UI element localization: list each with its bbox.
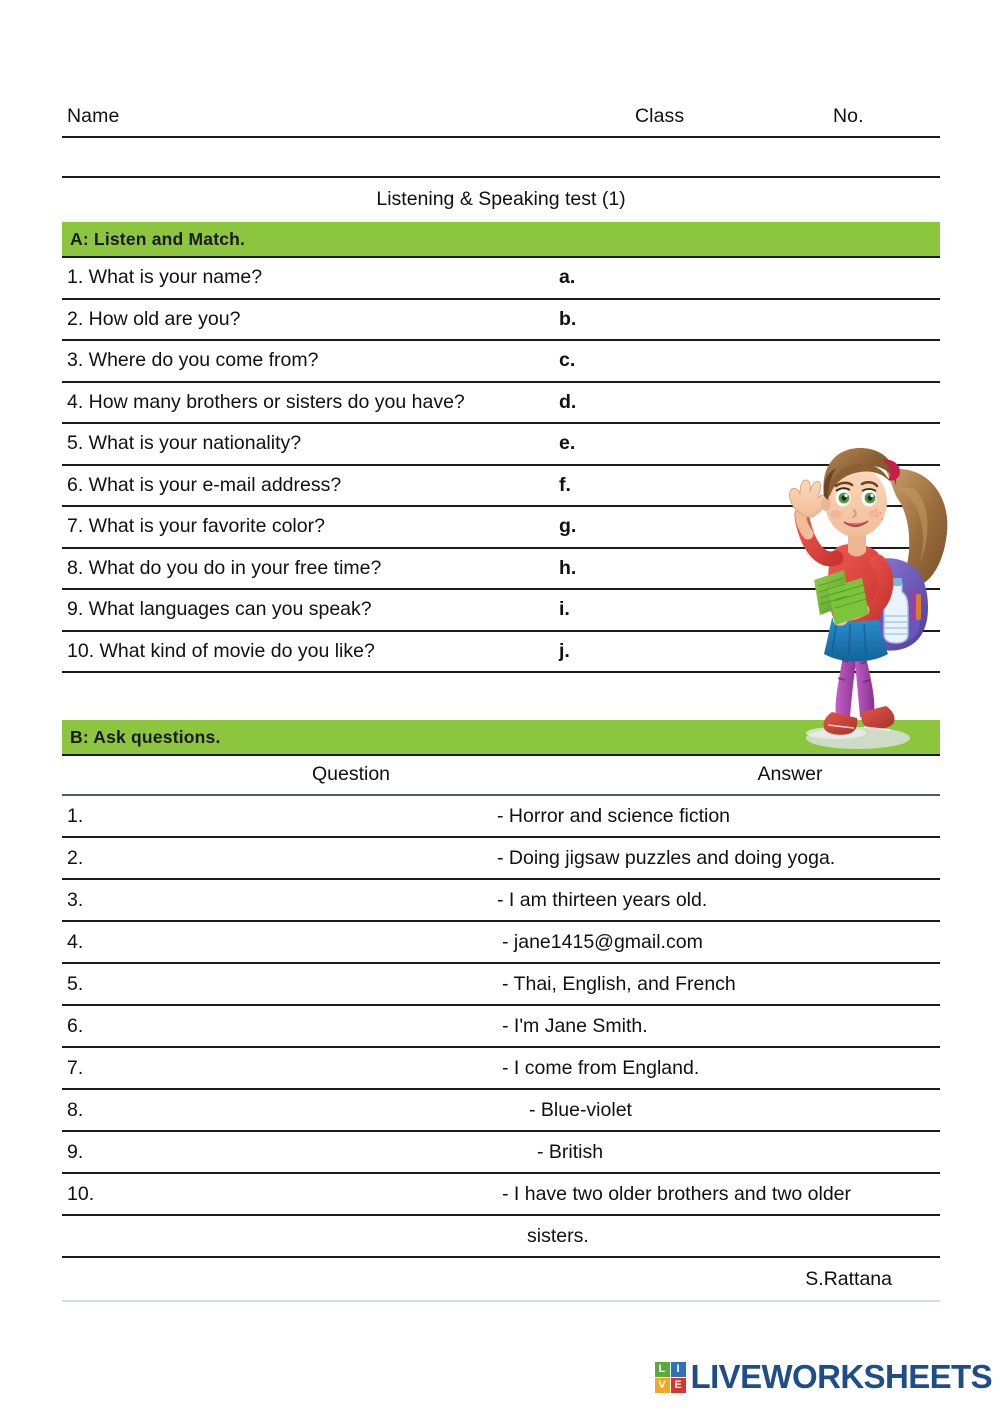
qa-answer: - Doing jigsaw puzzles and doing yoga. (497, 846, 836, 869)
qa-number: 4. (67, 930, 84, 953)
section-b (62, 720, 940, 1302)
worksheet-title-block (62, 180, 940, 218)
qa-number: 10. (67, 1182, 95, 1205)
column-header-question: Question (311, 763, 391, 785)
match-row[interactable] (62, 549, 940, 591)
qa-answer: - Horror and science fiction (497, 804, 731, 827)
qa-number: 5. (67, 972, 84, 995)
qa-number: 7. (67, 1056, 84, 1079)
column-header-answer: Answer (757, 763, 823, 785)
qa-number: 1. (67, 804, 84, 827)
match-row[interactable] (62, 590, 940, 632)
match-letter: d. (559, 390, 577, 413)
match-question: 2. How old are you? (67, 307, 241, 330)
match-row[interactable] (62, 383, 940, 425)
match-letter: a. (559, 266, 576, 289)
qa-answer: - I come from England. (502, 1056, 700, 1079)
match-letter: i. (559, 598, 570, 621)
qa-answer: - British (537, 1140, 604, 1163)
section-a (62, 222, 940, 713)
match-row[interactable] (62, 632, 940, 674)
match-question: 3. Where do you come from? (67, 349, 319, 372)
signature: S.Rattana (805, 1267, 892, 1290)
qa-number: 2. (67, 846, 84, 869)
qa-row[interactable] (62, 1090, 940, 1132)
logo-square-l: L (655, 1362, 670, 1377)
match-question: 8. What do you do in your free time? (67, 556, 382, 579)
match-question: 10. What kind of movie do you like? (67, 639, 375, 662)
qa-row[interactable] (62, 1048, 940, 1090)
match-question: 9. What languages can you speak? (67, 598, 372, 621)
qa-number: 8. (67, 1098, 84, 1121)
section-a-heading-bar (62, 222, 940, 258)
qa-row[interactable] (62, 922, 940, 964)
qa-answer-continuation: sisters. (527, 1224, 589, 1247)
logo-square-e: E (671, 1378, 686, 1393)
match-question: 4. How many brothers or sisters do you have? (67, 390, 465, 413)
signature-row (62, 1258, 940, 1302)
match-letter: f. (559, 473, 571, 496)
logo-square-i: I (671, 1362, 686, 1377)
match-question: 1. What is your name? (67, 266, 263, 289)
liveworksheets-logo[interactable] (655, 1358, 992, 1396)
qa-row[interactable] (62, 1132, 940, 1174)
qa-answer: - jane1415@gmail.com (502, 930, 703, 953)
name-label: Name (67, 104, 120, 127)
page-title: Listening & Speaking test (1) (376, 187, 626, 210)
qa-row[interactable] (62, 880, 940, 922)
number-label: No. (833, 104, 864, 127)
qa-answer: - I am thirteen years old. (497, 888, 708, 911)
match-row[interactable] (62, 424, 940, 466)
section-a-spacer (62, 673, 940, 713)
qa-row[interactable] (62, 796, 940, 838)
qa-number: 6. (67, 1014, 84, 1037)
student-info-table (62, 96, 940, 178)
logo-square-v: V (655, 1378, 670, 1393)
section-b-heading-bar (62, 720, 940, 756)
match-question: 7. What is your favorite color? (67, 515, 325, 538)
qa-row[interactable] (62, 1006, 940, 1048)
match-question: 6. What is your e-mail address? (67, 473, 342, 496)
section-b-heading: B: Ask questions. (70, 726, 221, 747)
match-letter: e. (559, 432, 576, 455)
qa-number: 3. (67, 888, 84, 911)
match-row[interactable] (62, 507, 940, 549)
match-letter: j. (559, 639, 570, 662)
class-label: Class (635, 104, 685, 127)
qa-row[interactable] (62, 1174, 940, 1216)
qa-answer: - I'm Jane Smith. (502, 1014, 648, 1037)
qa-answer-continuation-row (62, 1216, 940, 1258)
match-letter: b. (559, 307, 577, 330)
match-row[interactable] (62, 258, 940, 300)
qa-row[interactable] (62, 838, 940, 880)
student-info-row (62, 96, 940, 138)
match-row[interactable] (62, 466, 940, 508)
match-letter: h. (559, 556, 577, 579)
logo-wordmark: LIVEWORKSHEETS (690, 1358, 992, 1395)
qa-number: 9. (67, 1140, 84, 1163)
match-letter: c. (559, 349, 576, 372)
worksheet-title-row (62, 180, 940, 218)
match-letter: g. (559, 515, 577, 538)
footer (0, 1358, 1000, 1413)
student-info-blank-row[interactable] (62, 138, 940, 178)
qa-answer: - I have two older brothers and two older (502, 1182, 852, 1205)
logo-letter-squares (655, 1362, 686, 1393)
qa-answer: - Thai, English, and French (502, 972, 736, 995)
match-row[interactable] (62, 341, 940, 383)
match-row[interactable] (62, 300, 940, 342)
match-question: 5. What is your nationality? (67, 432, 302, 455)
section-b-column-headers (62, 756, 940, 796)
section-a-heading: A: Listen and Match. (70, 228, 246, 249)
qa-row[interactable] (62, 964, 940, 1006)
qa-answer: - Blue-violet (529, 1098, 632, 1121)
